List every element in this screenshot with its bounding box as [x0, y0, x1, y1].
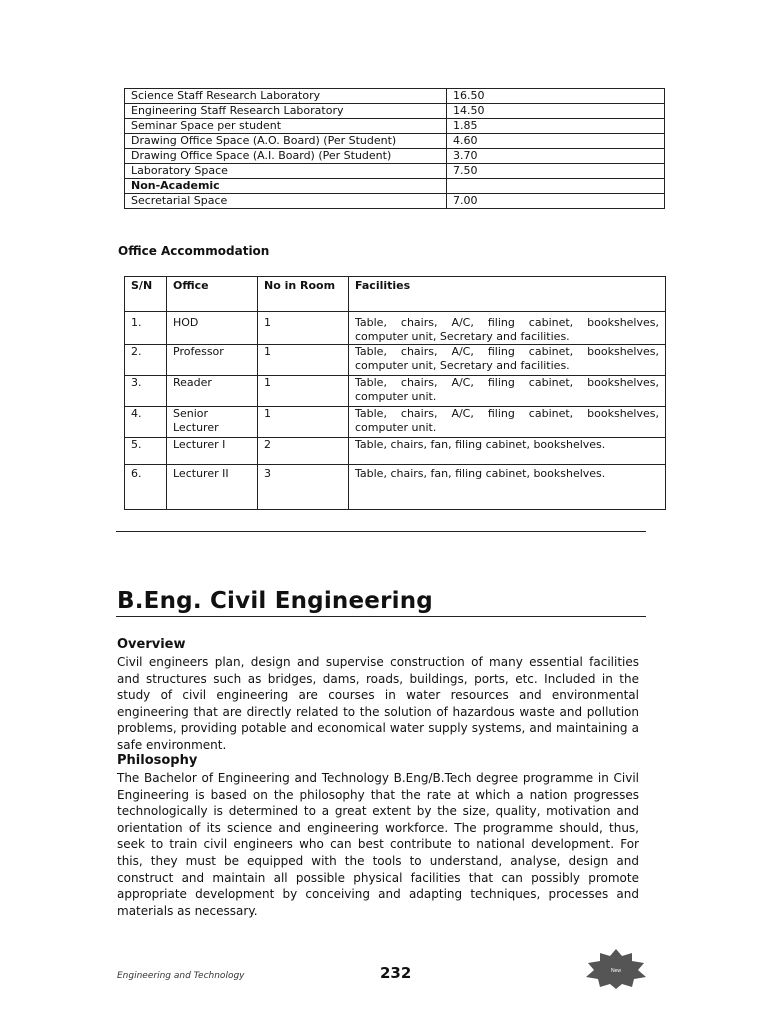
- office-cell: Senior Lecturer: [167, 407, 258, 438]
- facilities-cell: Table, chairs, A/C, filing cabinet, bookshelves, computer unit, Secretary and facilities.: [349, 345, 666, 376]
- office-table-row: [125, 438, 666, 465]
- office-table-header-row: [125, 277, 666, 312]
- footer-section-name: Engineering and Technology: [117, 971, 245, 981]
- sn-cell: 6.: [125, 465, 167, 510]
- space-label-cell: Laboratory Space: [125, 164, 447, 179]
- space-table-row: [125, 149, 665, 164]
- office-table-row: [125, 376, 666, 407]
- sn-cell: 5.: [125, 438, 167, 465]
- office-cell: Lecturer I: [167, 438, 258, 465]
- space-value-cell: 4.60: [447, 134, 665, 149]
- space-label-cell: Non-Academic: [125, 179, 447, 194]
- header-no-in-room: No in Room: [258, 277, 349, 312]
- overview-text: Civil engineers plan, design and supervise construction of many essential facilities and structures such as bridges, dams, roads, buildings, ports, etc. Included in the study of civil engineering are courses in water resources and environmental engineering that are directly related to the solution of hazardous waste and pollution problems, providing potable and economical water supply systems, and maintaining a safe environment.: [117, 655, 639, 752]
- section-divider: [116, 531, 646, 532]
- facilities-cell: Table, chairs, fan, filing cabinet, bookshelves.: [349, 465, 666, 510]
- overview-heading: Overview: [117, 637, 186, 652]
- programme-title: B.Eng. Civil Engineering: [117, 588, 433, 614]
- sn-cell: 1.: [125, 312, 167, 345]
- office-table-row: [125, 312, 666, 345]
- office-table-row: [125, 407, 666, 438]
- space-table-row: [125, 179, 665, 194]
- facilities-cell: Table, chairs, A/C, filing cabinet, bookshelves, computer unit, Secretary and facilities.: [349, 312, 666, 345]
- space-table-row: [125, 164, 665, 179]
- office-cell: Professor: [167, 345, 258, 376]
- no-in-room-cell: 1: [258, 312, 349, 345]
- space-value-cell: 1.85: [447, 119, 665, 134]
- office-accommodation-table: [124, 276, 666, 510]
- office-cell: HOD: [167, 312, 258, 345]
- header-office: Office: [167, 277, 258, 312]
- no-in-room-cell: 1: [258, 345, 349, 376]
- space-label-cell: Drawing Office Space (A.I. Board) (Per Student): [125, 149, 447, 164]
- space-value-cell: 7.50: [447, 164, 665, 179]
- space-value-cell: 14.50: [447, 104, 665, 119]
- space-label-cell: Drawing Office Space (A.O. Board) (Per Student): [125, 134, 447, 149]
- facilities-cell: Table, chairs, A/C, filing cabinet, bookshelves, computer unit.: [349, 407, 666, 438]
- no-in-room-cell: 1: [258, 407, 349, 438]
- header-sn: S/N: [125, 277, 167, 312]
- space-table-row: [125, 104, 665, 119]
- space-label-cell: Secretarial Space: [125, 194, 447, 209]
- office-table-row: [125, 345, 666, 376]
- space-table-row: [125, 119, 665, 134]
- space-table-row: [125, 194, 665, 209]
- space-allocation-body: [125, 89, 665, 209]
- no-in-room-cell: 2: [258, 438, 349, 465]
- space-table-row: [125, 89, 665, 104]
- new-badge-label: New: [610, 968, 622, 974]
- sn-cell: 3.: [125, 376, 167, 407]
- no-in-room-cell: 3: [258, 465, 349, 510]
- title-underline: [116, 616, 646, 617]
- office-accommodation-title: Office Accommodation: [118, 244, 270, 258]
- page-number: 232: [380, 964, 412, 982]
- office-table-row: [125, 465, 666, 510]
- facilities-cell: Table, chairs, A/C, filing cabinet, bookshelves, computer unit.: [349, 376, 666, 407]
- facilities-cell: Table, chairs, fan, filing cabinet, bookshelves.: [349, 438, 666, 465]
- new-badge-icon: [584, 949, 648, 989]
- sn-cell: 2.: [125, 345, 167, 376]
- philosophy-text: The Bachelor of Engineering and Technology B.Eng/B.Tech degree programme in Civil Engineering is based on the philosophy that the rate at which a nation progresses technologically is determined to a great extent by the size, quality, motivation and orientation of its science and engineering workforce. The programme should, thus, seek to train civil engineers who can best contribute to national development. For this, they must be equipped with the tools to understand, analyse, design and construct and maintain all possible physical facilities that can possibly promote appropriate development by conceiving and adapting techniques, processes and materials as necessary.: [117, 771, 639, 918]
- space-value-cell: 7.00: [447, 194, 665, 209]
- office-cell: Reader: [167, 376, 258, 407]
- space-value-cell: [447, 179, 665, 194]
- space-allocation-table: [124, 88, 665, 209]
- space-label-cell: Seminar Space per student: [125, 119, 447, 134]
- space-label-cell: Engineering Staff Research Laboratory: [125, 104, 447, 119]
- no-in-room-cell: 1: [258, 376, 349, 407]
- header-facilities: Facilities: [349, 277, 666, 312]
- philosophy-heading: Philosophy: [117, 753, 198, 768]
- office-cell: Lecturer II: [167, 465, 258, 510]
- space-table-row: [125, 134, 665, 149]
- space-value-cell: 3.70: [447, 149, 665, 164]
- office-table-body: [125, 312, 666, 510]
- sn-cell: 4.: [125, 407, 167, 438]
- space-value-cell: 16.50: [447, 89, 665, 104]
- space-label-cell: Science Staff Research Laboratory: [125, 89, 447, 104]
